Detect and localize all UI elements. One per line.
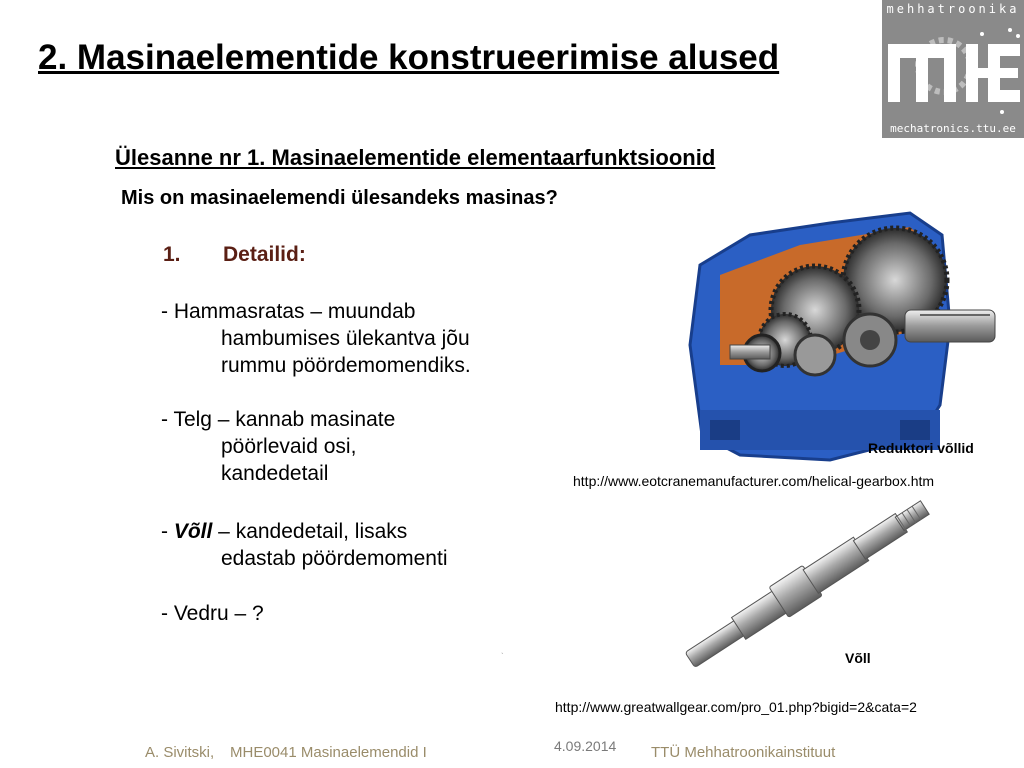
list-heading-text: Detailid: — [223, 243, 306, 266]
list-number: 1. — [163, 243, 181, 266]
bullet-line: - Vedru – ? — [161, 602, 264, 625]
gearbox-image — [680, 205, 1000, 467]
bullet-line: - Hammasratas – muundab — [161, 300, 416, 323]
bullet-gear — [161, 298, 541, 379]
stray-mark: ` — [501, 652, 504, 661]
footer-course: MHE0041 Masinaelemendid I — [230, 744, 427, 761]
footer-author: A. Sivitski, — [145, 744, 215, 761]
bullet-line: edastab pöördemomenti — [221, 547, 448, 570]
footer-date: 4.09.2014 — [554, 738, 617, 754]
bullet-line: pöörlevaid osi, — [221, 435, 357, 458]
bullet-line: rummu pöördemomendiks. — [221, 354, 471, 377]
logo-top-text: mehhatroonika — [886, 2, 1020, 16]
shaft-url[interactable]: http://www.greatwallgear.com/pro_01.php?bigid=2&cata=2 — [555, 699, 917, 715]
bullet-spring — [161, 600, 541, 627]
bullet-line: hambumises ülekantva jõu — [221, 327, 470, 350]
logo-bottom-text: mechatronics.ttu.ee — [890, 122, 1016, 135]
bullet-shaft — [161, 518, 541, 572]
footer-institute: TTÜ Mehhatroonikainstituut — [651, 744, 836, 761]
task-subtitle: Ülesanne nr 1. Masinaelementide elementaarfunktsioonid — [115, 145, 716, 170]
bullet-line: - Telg – kannab masinate — [161, 408, 396, 431]
mechatronics-logo — [882, 0, 1024, 138]
bullet-axle — [161, 406, 541, 487]
bullet-line: kandedetail — [221, 462, 329, 485]
bullet-prefix: - — [161, 520, 174, 543]
bullet-emphasis: Võll — [173, 520, 213, 543]
gearbox-url[interactable]: http://www.eotcranemanufacturer.com/helical-gearbox.htm — [573, 473, 935, 489]
slide-title: 2. Masinaelementide konstrueerimise alused — [38, 38, 780, 77]
bullet-line: – kandedetail, lisaks — [212, 520, 408, 543]
list-heading — [163, 243, 306, 267]
shaft-caption: Võll — [845, 650, 871, 666]
shaft-image — [680, 500, 930, 675]
logo-mark-icon — [882, 0, 1024, 138]
gearbox-caption: Reduktori võllid — [868, 440, 974, 456]
task-question: Mis on masinaelemendi ülesandeks masinas? — [121, 187, 558, 209]
